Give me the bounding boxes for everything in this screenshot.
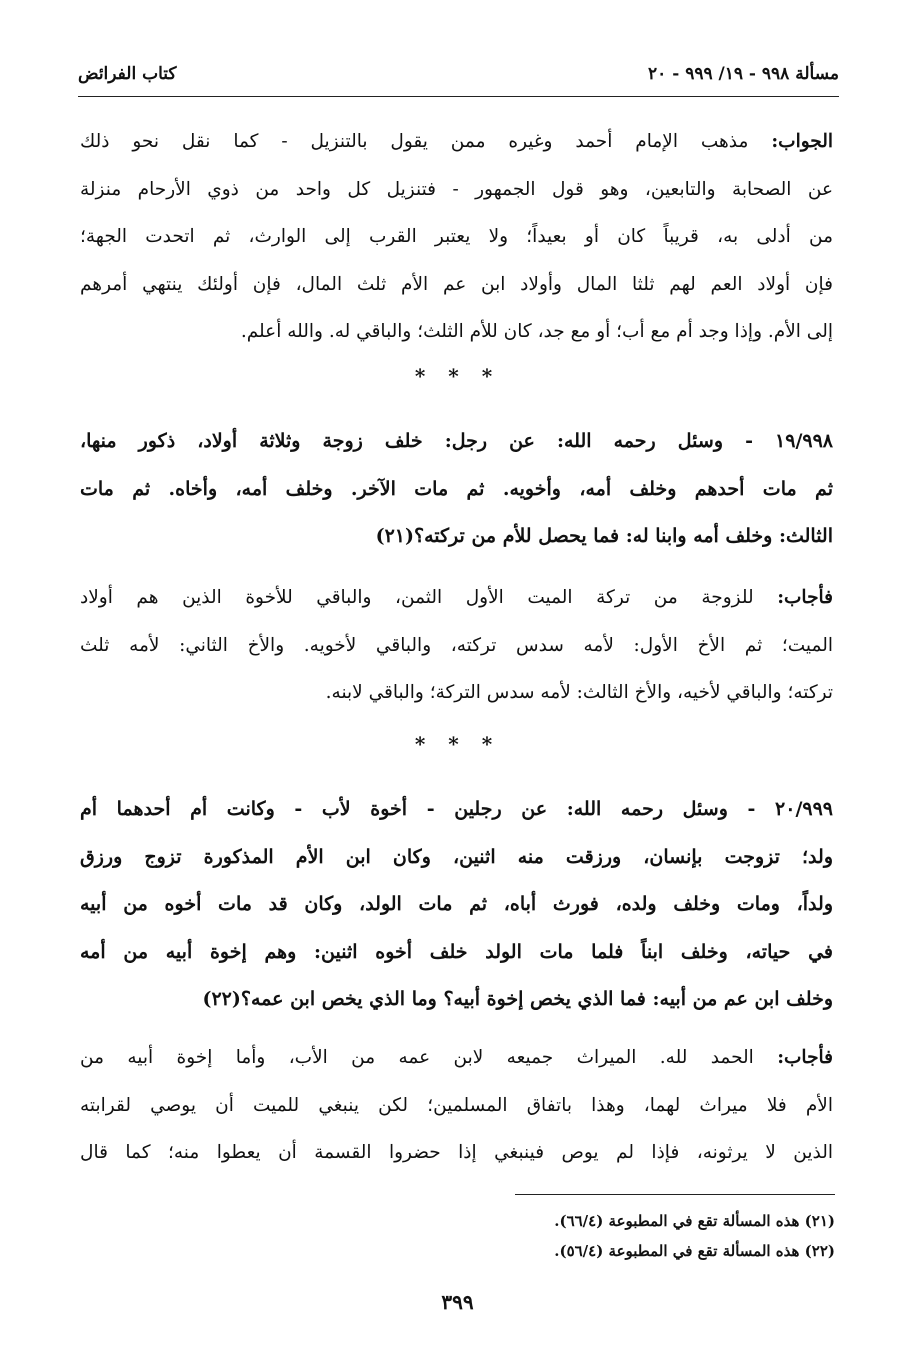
- answer-999-20: [80, 1034, 833, 1177]
- footnote-divider: [515, 1194, 835, 1195]
- answer-lead: الجواب:: [771, 131, 833, 152]
- text-line: فأجاب: للزوجة من تركة الميت الأول الثمن، والباقي للأخوة الذين هم أولاد: [80, 587, 833, 608]
- text-line: ولد؛ تزوجت بإنسان، ورزقت منه اثنين، وكان ابن الأم المذكورة تزوج ورزق: [80, 845, 833, 868]
- question-999-20: [80, 786, 833, 1024]
- answer-lead: فأجاب:: [777, 587, 833, 608]
- text-line: إلى الأم. وإذا وجد أم مع أب؛ أو مع جد، كان للأم الثلث؛ والباقي له. والله أعلم.: [240, 321, 833, 342]
- text-line: الأم فلا ميراث لهما، وهذا باتفاق المسلمين؛ لكن ينبغي للميت أن يوصي لقرابته: [80, 1094, 833, 1116]
- text-line: فأجاب: الحمد لله. الميراث جميعه لابن عمه من الأب، وأما إخوة أبيه من: [80, 1047, 833, 1068]
- header-book-title: كتاب الفرائض: [78, 64, 177, 84]
- text-line: الذين لا يرثونه، فإذا لم يوص فينبغي إذا حضروا القسمة أن يعطوا منه؛ كما قال: [80, 1142, 833, 1163]
- footnote-21: (٢١) هذه المسألة تقع في المطبوعة (٦٦/٤).: [554, 1212, 835, 1230]
- text-line: عن الصحابة والتابعين، وهو قول الجمهور - فتنزيل كل واحد من ذوي الأرحام منزلة: [80, 178, 833, 200]
- text-line: ١٩/٩٩٨ - وسئل رحمه الله: عن رجل: خلف زوجة وثلاثة أولاد، ذكور منها،: [80, 430, 833, 452]
- footnotes: [300, 1206, 835, 1266]
- text-line: ولداً، ومات وخلف ولده، فورث أباه، ثم مات الولد، وكان قد مات أخوه من أبيه: [80, 893, 833, 915]
- page-number: ٣٩٩: [441, 1290, 474, 1314]
- answer-lead: فأجاب:: [777, 1047, 833, 1068]
- running-header: [78, 56, 839, 97]
- text-line: في حياته، وخلف ابناً فلما مات الولد خلف أخوه اثنين: وهم إخوة أبيه من أمه: [80, 940, 833, 963]
- section-separator: * * *: [414, 732, 501, 756]
- text-line: من أدلى به، قريباً كان أو بعيداً؛ ولا يعتبر القرب إلى الوارث، ثم اتحدت الجهة؛: [80, 226, 833, 247]
- text-line: تركته؛ والباقي لأخيه، والأخ الثالث: لأمه سدس التركة؛ والباقي لابنه.: [325, 682, 833, 703]
- text-line: وخلف ابن عم من أبيه: فما الذي يخص إخوة أبيه؟ وما الذي يخص ابن عمه؟(٢٢): [202, 988, 833, 1010]
- footnote-22: (٢٢) هذه المسألة تقع في المطبوعة (٥٦/٤).: [554, 1242, 835, 1260]
- answer-998-19: [80, 574, 833, 717]
- question-998-19: [80, 418, 833, 561]
- text-line: ثم مات أحدهم وخلف أمه، وأخويه. ثم مات الآخر. وخلف أمه، وأخاه. ثم مات: [80, 477, 833, 500]
- text-line: فإن أولاد العم لهم ثلثا المال وأولاد ابن عم الأم ثلث المال، فإن أولئك ينتهي أمرهم: [80, 273, 833, 295]
- answer-paragraph-1: [80, 118, 833, 356]
- text-line: الثالث: وخلف أمه وابنا له: فما يحصل للأم من تركته؟(٢١): [375, 525, 833, 547]
- text-line: الجواب: مذهب الإمام أحمد وغيره ممن يقول بالتنزيل - كما نقل نحو ذلك: [80, 131, 833, 152]
- text-line: الميت؛ ثم الأخ الأول: لأمه سدس تركته، والباقي لأخويه. والأخ الثاني: لأمه ثلث: [80, 634, 833, 656]
- text-line: ٢٠/٩٩٩ - وسئل رحمه الله: عن رجلين - أخوة لأب - وكانت أم أحدهما أم: [80, 798, 833, 820]
- section-separator: * * *: [414, 364, 501, 388]
- header-issue-range: مسألة ٩٩٨ - ١٩/ ٩٩٩ - ٢٠: [648, 64, 839, 84]
